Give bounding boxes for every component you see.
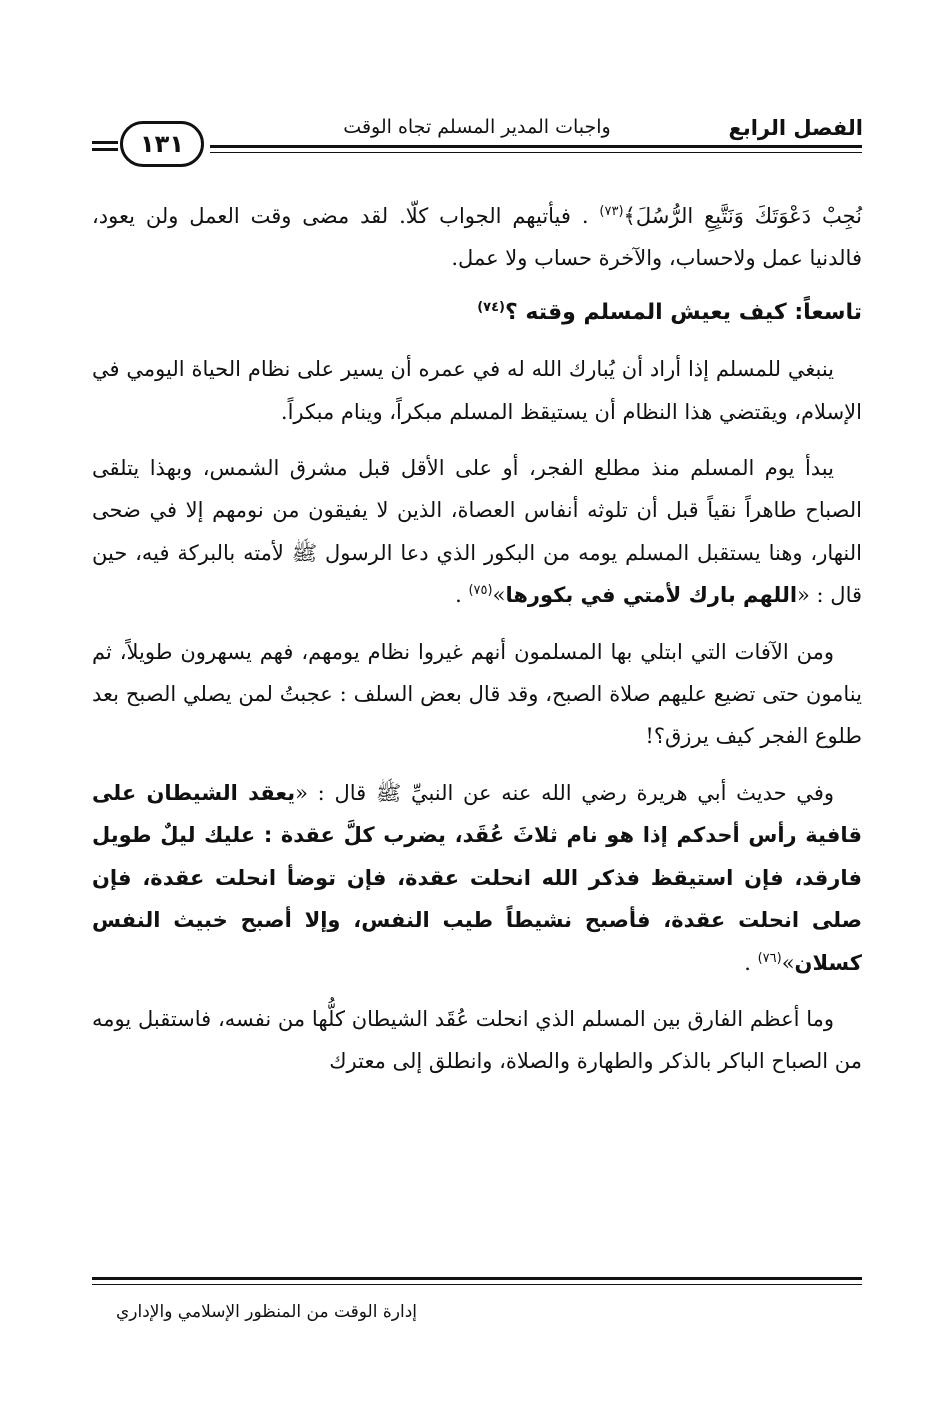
page-number: ١٣١ — [140, 130, 184, 158]
quote-close: » — [492, 583, 506, 608]
paragraph: ينبغي للمسلم إذا أراد أن يُبارك الله له في عمره أن يسير على نظام الحياة اليومي في الإسلام، ويقتضي هذا النظام أن يستيقظ المسلم مبكراً، وينام مبكراً. — [92, 357, 862, 424]
page-number-badge — [120, 121, 204, 167]
hadith-text: يعقد الشيطان على قافية رأس أحدكم إذا هو نام ثلاثَ عُقَد، يضرب كلَّ عقدة : عليك ليلٌ طويل فارقد، فإن استيقظ فذكر الله انحلت عقدة، فإن توضأ انحلت عقدة، فإن صلى انحلت عقدة، فأصبح نشيطاً طيب النفس، وإلا أصبح خبيث النفس كسلان — [92, 780, 862, 975]
footnote-ref: (٧٤) — [477, 299, 505, 315]
paragraph-text: . فيأتيهم الجواب كلّا. لقد مضى وقت العمل ولن يعود، فالدنيا عمل ولاحساب، والآخرة حساب ولا عمل. — [92, 204, 862, 271]
body-text — [92, 195, 862, 1083]
paragraph: وما أعظم الفارق بين المسلم الذي انحلت عُقَد الشيطان كلُّها من نفسه، فاستقبل يومه من الصباح الباكر بالذكر والطهارة والصلاة، وانطلق إلى معترك — [92, 1006, 862, 1074]
section-heading-text: تاسعاً: كيف يعيش المسلم وقته ؟ — [505, 299, 862, 325]
header-rule-thick — [210, 145, 862, 148]
paragraph-end: . — [744, 950, 751, 975]
paragraph — [92, 447, 862, 617]
footer-rule-thin — [92, 1284, 862, 1285]
paragraph: ومن الآفات التي ابتلي بها المسلمون أنهم غيروا نظام يومهم، فهم يسهرون طويلاً، ثم ينامون حتى تضيع عليهم صلاة الصبح، وقد قال بعض السلف : عجبتُ لمن يصلي الصبح بعد طلوع الفجر كيف يرزق؟! — [92, 639, 862, 749]
quote-close: » — [781, 950, 795, 975]
footnote-ref: (٧٦) — [757, 950, 782, 966]
hadith-text: اللهم بارك لأمتي في بكورها — [505, 583, 798, 608]
paragraph-text: يبدأ يوم المسلم منذ مطلع الفجر، أو على الأقل قبل مشرق الشمس، وبهذا يتلقى الصباح طاهراً نقياً قبل أن تلوثه أنفاس العصاة، الذين لا يفيقون من نومهم إلا في ضحى النهار، وهنا يستقبل المسلم يومه من البكور الذي دعا الرسول ﷺ لأمته بالبركة فيه، حين قال : « — [92, 456, 862, 608]
footer-rule-thick — [92, 1277, 862, 1280]
page-number-rule-bottom — [92, 148, 118, 151]
paragraph-text: وفي حديث أبي هريرة رضي الله عنه عن النبيِّ ﷺ قال : « — [295, 780, 834, 805]
paragraph-end: . — [455, 583, 462, 608]
section-heading — [92, 292, 862, 334]
chapter-title: الفصل الرابع — [728, 116, 863, 140]
footer-book-title: إدارة الوقت من المنظور الإسلامي والإداري — [115, 1302, 417, 1322]
running-title: واجبات المدير المسلم تجاه الوقت — [343, 116, 611, 138]
quran-verse-fragment: نُجِبْ دَعْوَتَكَ وَنَتَّبِعِ الرُّسُلَ﴾ — [623, 204, 862, 228]
header-rule-thin — [210, 152, 862, 153]
footnote-ref: (٧٥) — [468, 583, 493, 599]
paragraph-continued — [92, 195, 862, 280]
paragraph — [92, 772, 862, 984]
page-number-rule-top — [92, 141, 118, 144]
footnote-ref: (٧٣) — [599, 204, 624, 219]
